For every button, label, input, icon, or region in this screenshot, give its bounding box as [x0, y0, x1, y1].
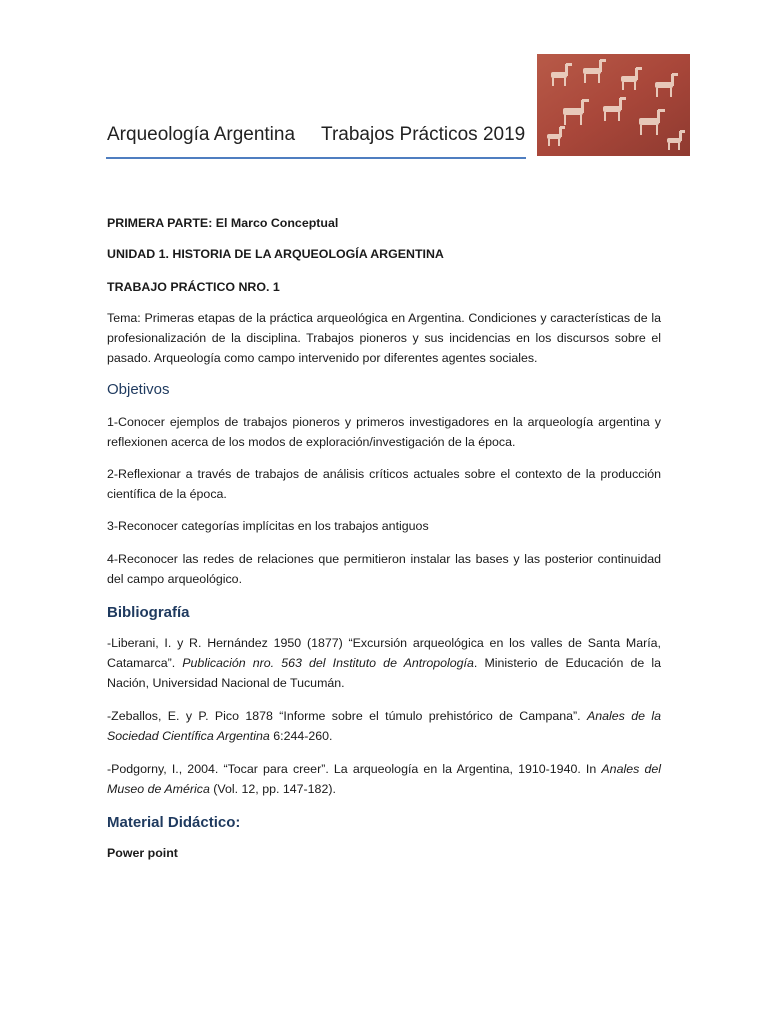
bib-text: -Podgorny, I., 2004. “Tocar para creer”. La arqueología en la Argentina, 1910-1940. In [107, 762, 602, 776]
bib-text: -Zeballos, E. y P. Pico 1878 “Informe sobre el túmulo prehistórico de Campana”. [107, 709, 587, 723]
bib-entry-1 [107, 633, 661, 693]
part-heading: PRIMERA PARTE: El Marco Conceptual [107, 216, 339, 230]
objetivo-item: 2-Reflexionar a través de trabajos de análisis críticos actuales sobre el contexto de la producción científica de la época. [107, 467, 661, 501]
material-heading: Material Didáctico: [107, 814, 241, 831]
bibliografia-heading: Bibliografía [107, 604, 190, 621]
bib-text: -Liberani, I. y R. Hernández 1950 (1877) “Excursión arqueológica en los valles de Santa María, Catamarca”. [107, 636, 661, 670]
bib-text: 6:244-260. [269, 729, 333, 743]
rock-art-illustration [537, 54, 690, 156]
objetivo-item: 1-Conocer ejemplos de trabajos pioneros y primeros investigadores en la arqueología argentina y reflexionen acerca de los modos de exploración/investigación de la época. [107, 415, 661, 449]
tema-paragraph: Tema: Primeras etapas de la práctica arqueológica en Argentina. Condiciones y características de la profesionalización de la disciplina. Trabajos pioneros y sus incidencias en los discursos sobre el pasado. Arqueología como campo intervenido por diferentes agentes sociales. [107, 311, 661, 365]
bib-entry-2 [107, 706, 661, 746]
bib-text: (Vol. 12, pp. 147-182). [209, 782, 336, 796]
course-subtitle: Trabajos Prácticos 2019 [321, 124, 526, 145]
objetivo-item: 3-Reconocer categorías implícitas en los trabajos antiguos [107, 519, 429, 533]
objetivos-heading: Objetivos [107, 381, 170, 398]
header-divider [106, 157, 526, 159]
objetivo-item: 4-Reconocer las redes de relaciones que permitieron instalar las bases y las posterior continuidad del campo arqueológico. [107, 552, 661, 586]
bib-text: . Ministerio de Educación de la Nación, Universidad Nacional de Tucumán. [107, 656, 661, 690]
header-title [107, 124, 525, 146]
rock-art-image [537, 54, 690, 156]
bib-entry-3 [107, 759, 661, 799]
bib-italic: Anales de la Sociedad Científica Argentina [107, 709, 662, 743]
course-title: Arqueología Argentina [107, 124, 296, 145]
bib-italic: Anales del Museo de América [107, 762, 661, 796]
document-body [107, 213, 661, 863]
unit-heading: UNIDAD 1. HISTORIA DE LA ARQUEOLOGÍA ARGENTINA [107, 247, 444, 261]
tp-heading: TRABAJO PRÁCTICO NRO. 1 [107, 280, 280, 294]
material-item: Power point [107, 846, 178, 860]
bib-italic: Publicación nro. 563 del Instituto de Antropología [182, 656, 474, 670]
